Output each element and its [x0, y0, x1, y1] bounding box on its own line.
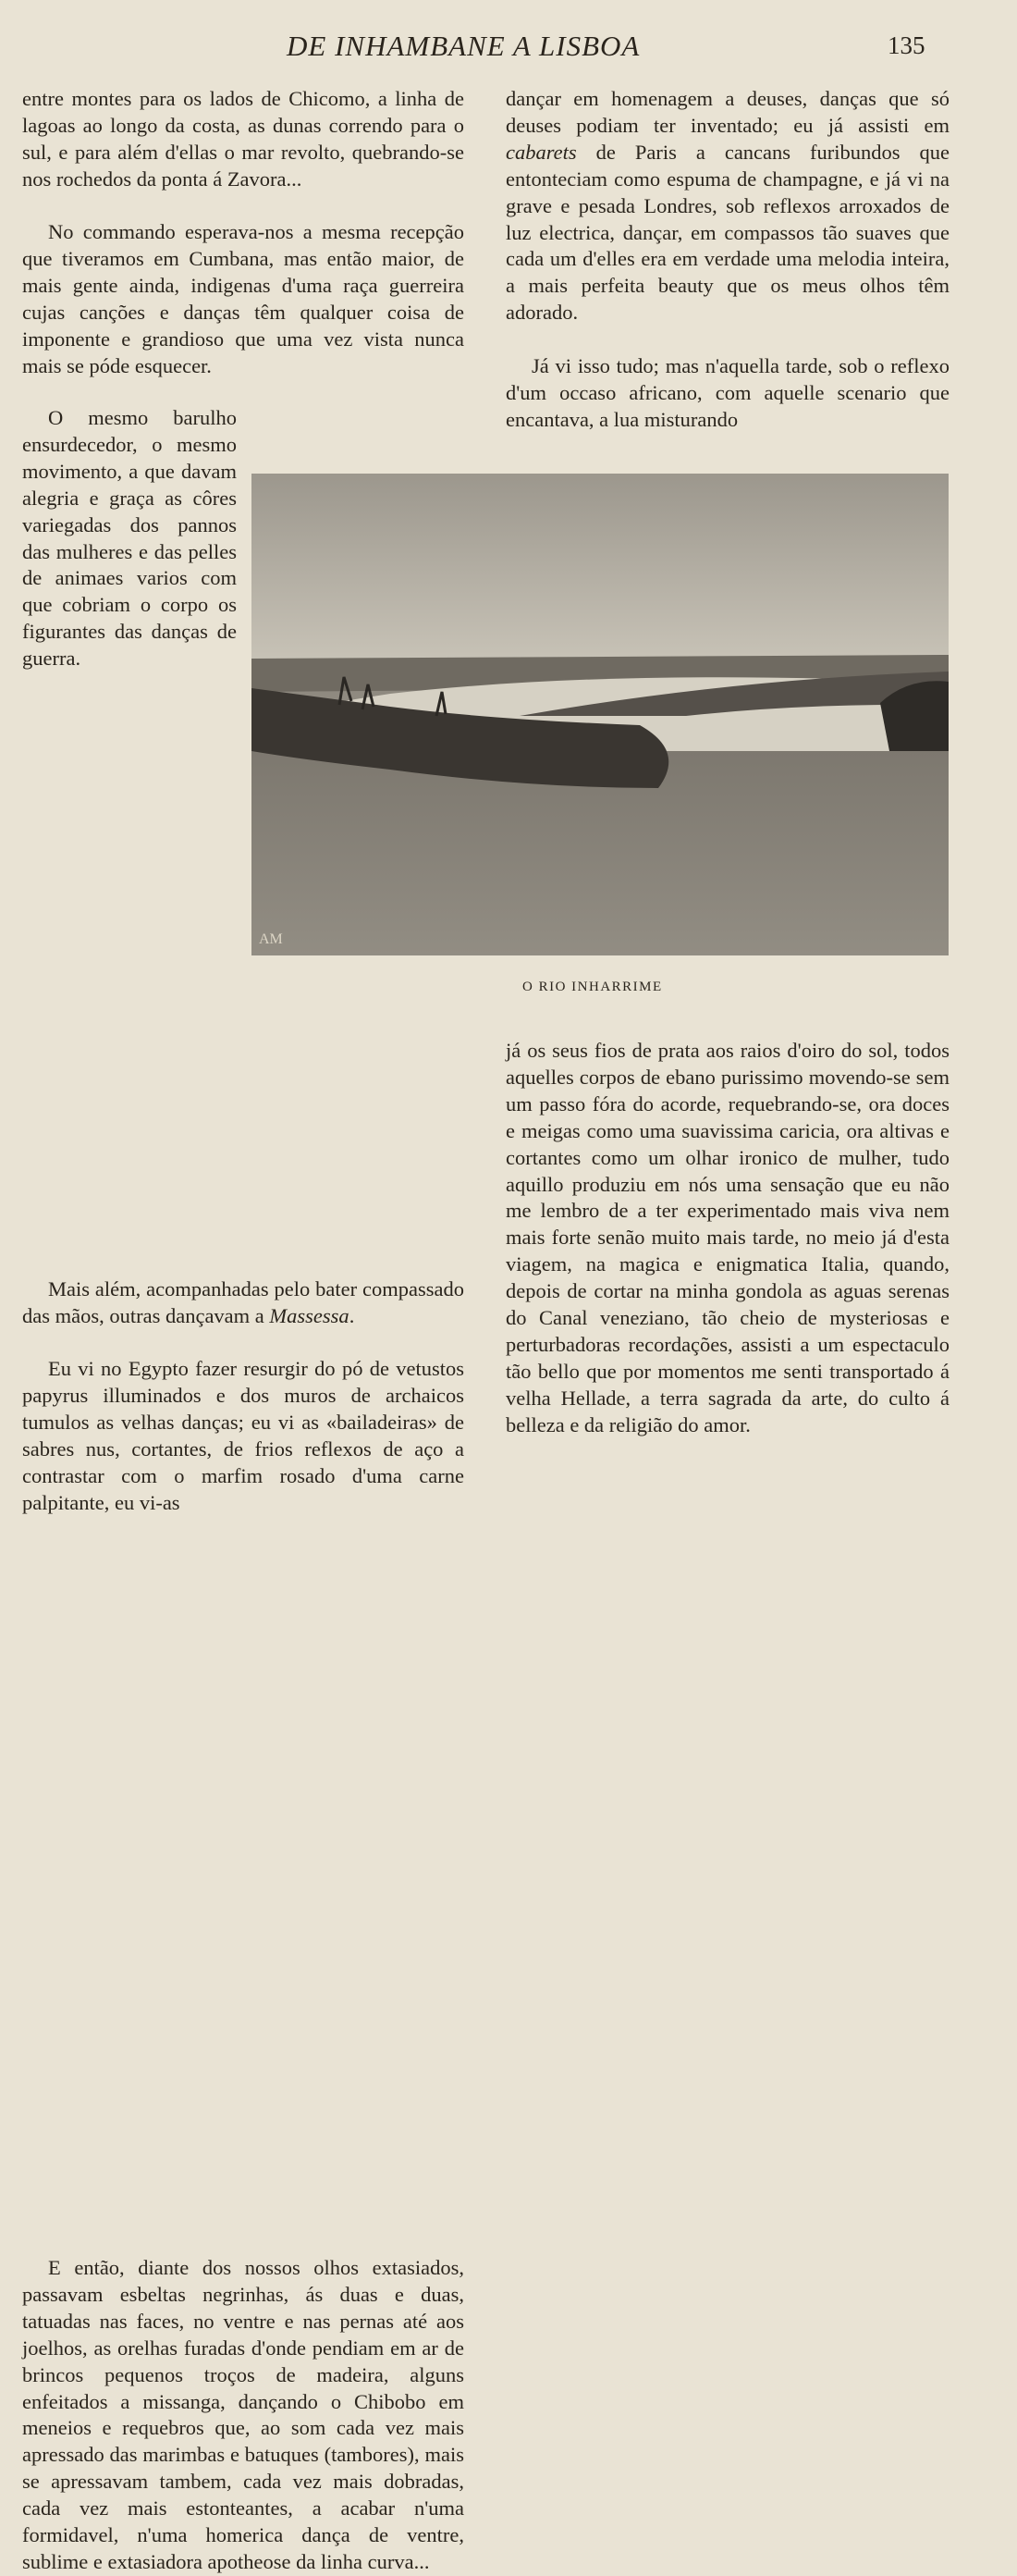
running-header [0, 28, 1017, 65]
right-paragraph-3: já os seus fios de prata aos raios d'oiro do sol, todos aquelles corpos de ebano purissimo movendo-se sem um passo fóra do acorde, requebrando-se, ora doces e meigas como uma suavissima caricia, ora altivas e cortantes como um olhar ironico de mulher, tudo aquillo produziu em nós uma sensação que eu não me lembro de a ter experimentado mais viva nem mais forte senão muito mais tarde, no meio já d'esta viagem, na magica e enigmatica Italia, quando, depois de cortar na minha gondola as aguas serenas do Canal veneziano, tão cheio de mysteriosas e perturbadoras recordações, assisti a um espectaculo tão bello que por momentos me senti transportado á velha Hellade, a terra sagrada da arte, do culto á belleza e da religião do amor. [506, 1039, 950, 1436]
left-paragraph-5-italic: Massessa [269, 1303, 349, 1327]
right-paragraph-1 [506, 86, 950, 327]
left-paragraph-6: Eu vi no Egypto fazer resurgir do pó de vetustos papyrus illuminados e dos muros de archaicos tumulos as velhas danças; eu vi as «bailadeiras» de sabres nus, cortantes, de frios reflexos de aço a contrastar com o marfim rosado d'uma carne palpitante, eu vi-as [22, 1357, 464, 1514]
running-title: DE INHAMBANE A LISBOA [287, 30, 641, 62]
right-paragraph-1-end: de Paris a cancans furibundos que entonteciam como espuma de champagne, e já vi na grave e pesada Londres, sob reflexos arroxados de luz electrica, dançar, em compassos tão suaves que cada um d'elles era em verdade uma melodia inteira, a mais perfeita beauty que os meus olhos têm adorado. [506, 140, 950, 325]
right-paragraph-1-italic: cabarets [506, 140, 577, 164]
left-paragraph-2: No commando esperava-nos a mesma recepção que tiveramos em Cumbana, mas então maior, de mais gente ainda, indigenas d'uma raça guerreira cujas canções e danças têm qualquer coisa de imponente e grandioso que uma vez vista nunca mais se póde esquecer. [22, 220, 464, 377]
left-paragraph-4: E então, diante dos nossos olhos extasiados, passavam esbeltas negrinhas, ás duas e duas, tatuadas nas faces, no ventre e nas pernas até aos joelhos, as orelhas furadas d'onde pendiam em ar de brincos pequenos troços de madeira, alguns enfeitados a missanga, dançando o Chibobo em meneios e requebros que, ao som cada vez mais apressado das marimbas e batuques (tambores), mais se apressavam tambem, cada vez mais dobradas, cada vez mais estonteantes, a acabar n'uma formidavel, n'uma homerica dança de ventre, sublime e extasiadora apotheose da linha curva... [22, 2256, 464, 2573]
left-paragraph-5-end: . [349, 1303, 355, 1327]
page-number: 135 [888, 31, 925, 59]
photo-initials: AM [259, 931, 283, 947]
left-paragraph-5 [22, 1276, 464, 1330]
right-paragraph-1-text: dançar em homenagem a deuses, danças que só deuses podiam ter inventado; eu já assisti em [506, 87, 950, 137]
left-paragraph-5-text: Mais além, acompanhadas pelo bater compassado das mãos, outras dançavam a [22, 1277, 464, 1327]
left-paragraph-1: entre montes para os lados de Chicomo, a linha de lagoas ao longo da costa, as dunas correndo para o sul, e para além d'ellas o mar revolto, quebrando-se nos rochedos da ponta á Zavora... [22, 87, 464, 191]
left-paragraph-3: O mesmo barulho ensurdecedor, o mesmo movimento, a que davam alegria e graça as côres variegadas dos pannos das mulheres e das pelles de animaes varios com que cobriam o corpo os figurantes das danças de guerra. [22, 405, 464, 2255]
right-paragraph-2: Já vi isso tudo; mas n'aquella tarde, sob o reflexo d'um occaso africano, com aquelle scenario que encantava, a lua misturando [506, 354, 950, 431]
figure-caption: O RIO INHARRIME [522, 980, 663, 994]
river-photo [251, 474, 949, 955]
landscape-photo-river-icon [251, 474, 949, 955]
